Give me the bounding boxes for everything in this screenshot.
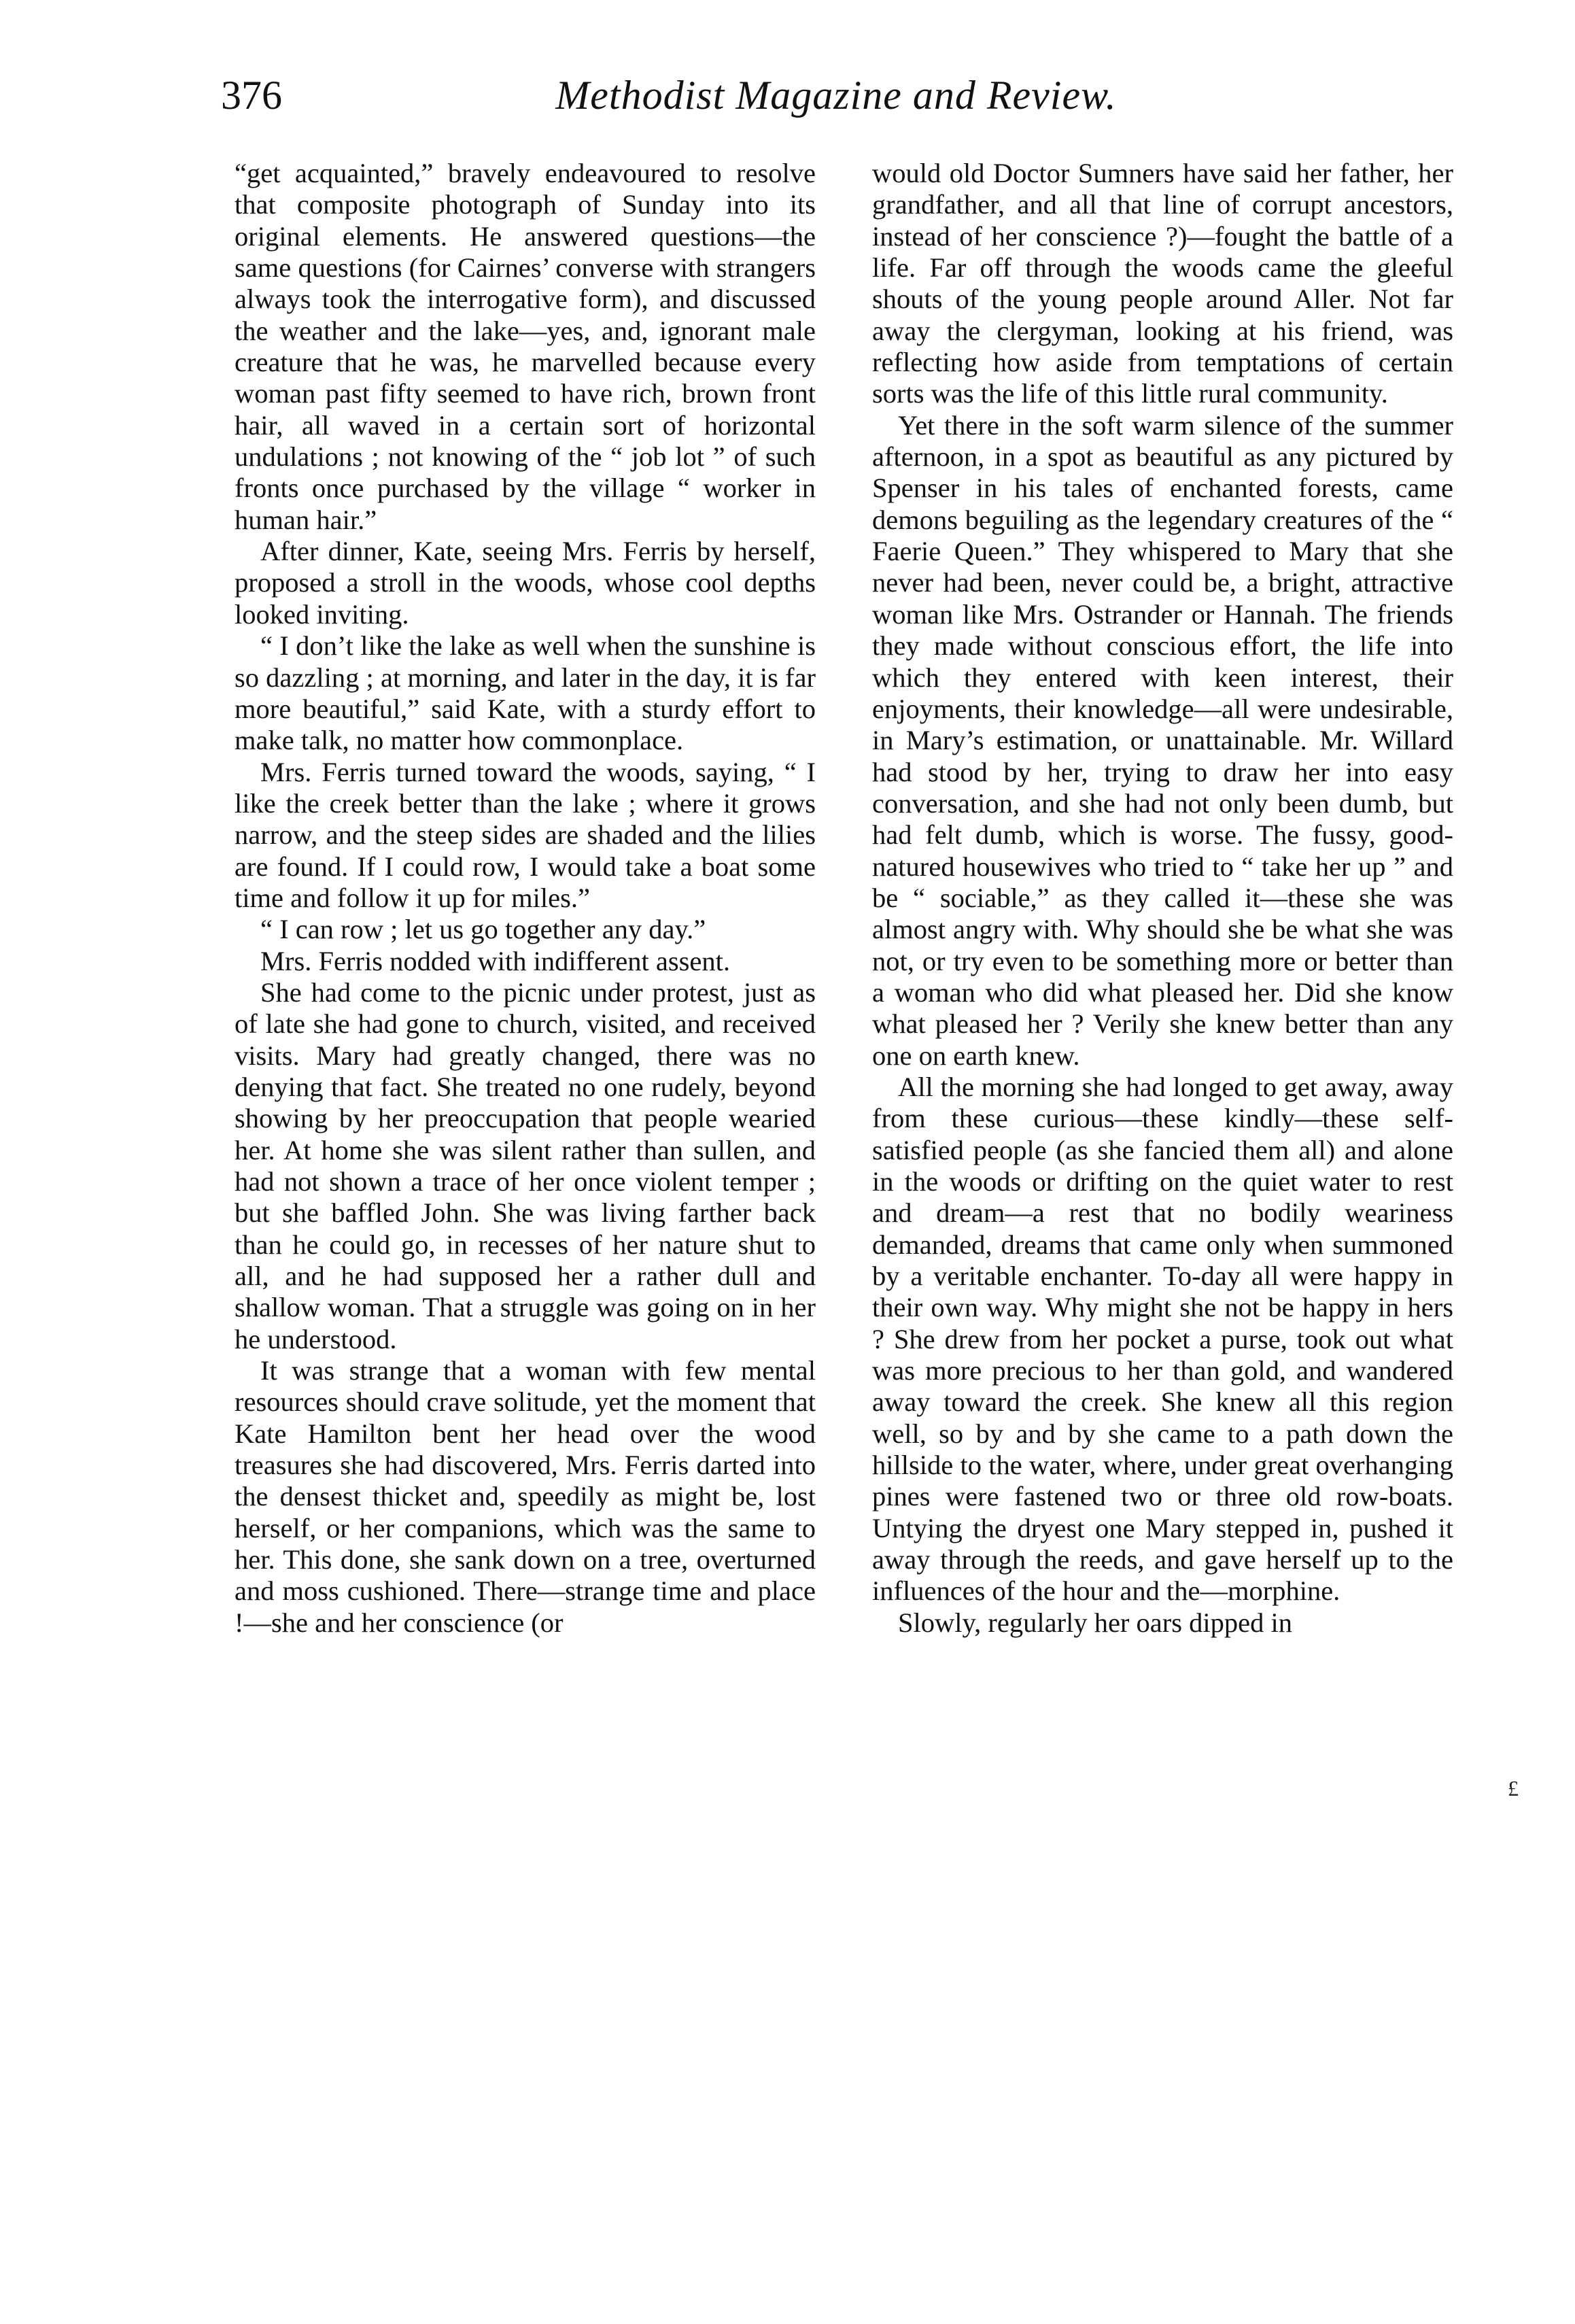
paragraph: All the morning she had longed to get away, away from these curious—these kindly—these self-satisfied people (as she fancied them all) and alone in the woods or drifting on the quiet water to rest and dream—a rest that no bodily weariness demanded, dreams that came only when summoned by a veritable enchanter. To-day all were happy in their own way. Why might she not be happy in hers ? She drew from her pocket a purse, took out what was more precious to her than gold, and wandered away toward the creek. She knew all this region well, so by and by she came to a path down the hillside to the water, where, under great overhanging pines were fastened two or three old row-boats. Untying the dryest one Mary stepped in, pushed it away through the reeds, and gave herself up to the influences of the hour and the—morphine. (872, 1071, 1453, 1607)
paragraph: Slowly, regularly her oars dipped in (898, 1607, 1292, 1638)
right-column (872, 158, 1453, 1639)
paragraph: “ I don’t like the lake as well when the sunshine is so dazzling ; at morning, and later in the day, it is far more beautiful,” said Kate, with a sturdy effort to make talk, no matter how commonplace. (235, 630, 816, 756)
paragraph: would old Doctor Sumners have said her father, her grandfather, and all that line of corrupt ancestors, instead of her conscience ?)—fought the battle of a life. Far off through the woods came the gleeful shouts of the young people around Aller. Not far away the clergyman, looking at his friend, was reflecting how aside from temptations of certain sorts was the life of this little rural community. (872, 158, 1453, 409)
page-number: 376 (221, 73, 282, 118)
paragraph: “ I can row ; let us go together any day.” (260, 914, 706, 945)
paragraph: Yet there in the soft warm silence of the summer afternoon, in a spot as beautiful as any pictured by Spenser in his tales of enchanted forests, came demons beguiling as the legendary creatures of the “ Faerie Queen.” They whispered to Mary that she never had been, never could be, a bright, attractive woman like Mrs. Ostrander or Hannah. The friends they made without conscious effort, the life into which they entered with keen interest, their enjoyments, their knowledge—all were undesirable, in Mary’s estimation, or unattainable. Mr. Willard had stood by her, trying to draw her into easy conversation, and she had not only been dumb, but had felt dumb, which is worse. The fussy, good-natured housewives who tried to “ take her up ” and be “ sociable,” as they called it—these she was almost angry with. Why should she be what she was not, or try even to be something more or better than a woman who did what pleased her. Did she know what pleased her ? Verily she knew better than any one on earth knew. (872, 409, 1453, 1071)
paragraph: “get acquainted,” bravely endeavoured to resolve that composite photograph of Sunday into its original elements. He answered questions—the same questions (for Cairnes’ converse with strangers always took the interrogative form), and discussed the weather and the lake—yes, and, ignorant male creature that he was, he marvelled because every woman past fifty seemed to have rich, brown front hair, all waved in a certain sort of horizontal undulations ; not knowing of the “ job lot ” of such fronts once purchased by the village “ worker in human hair.” (235, 158, 816, 535)
left-column (235, 158, 816, 1639)
paragraph: Mrs. Ferris nodded with indifferent assent. (260, 945, 731, 976)
margin-mark: £ (1508, 1776, 1519, 1800)
journal-title: Methodist Magazine and Review. (555, 73, 1117, 118)
paragraph: Mrs. Ferris turned toward the woods, saying, “ I like the creek better than the lake ; where it grows narrow, and the steep sides are shaded and the lilies are found. If I could row, I would take a boat some time and follow it up for miles.” (235, 756, 816, 913)
paragraph: After dinner, Kate, seeing Mrs. Ferris by herself, proposed a stroll in the woods, whose cool depths looked inviting. (235, 536, 816, 630)
paragraph: She had come to the picnic under protest, just as of late she had gone to church, visited, and received visits. Mary had greatly changed, there was no denying that fact. She treated no one rudely, beyond showing by her preoccupation that people wearied her. At home she was silent rather than sullen, and had not shown a trace of her once violent temper ; but she baffled John. She was living farther back than he could go, in recesses of her nature shut to all, and he had supposed her a rather dull and shallow woman. That a struggle was going on in her he understood. (235, 976, 816, 1354)
running-head (221, 68, 1451, 129)
paragraph: It was strange that a woman with few mental resources should crave solitude, yet the moment that Kate Hamilton bent her head over the wood treasures she had discovered, Mrs. Ferris darted into the densest thicket and, speedily as might be, lost herself, or her companions, which was the same to her. This done, she sank down on a tree, overturned and moss cushioned. There—strange time and place !—she and her conscience (or (235, 1355, 816, 1638)
